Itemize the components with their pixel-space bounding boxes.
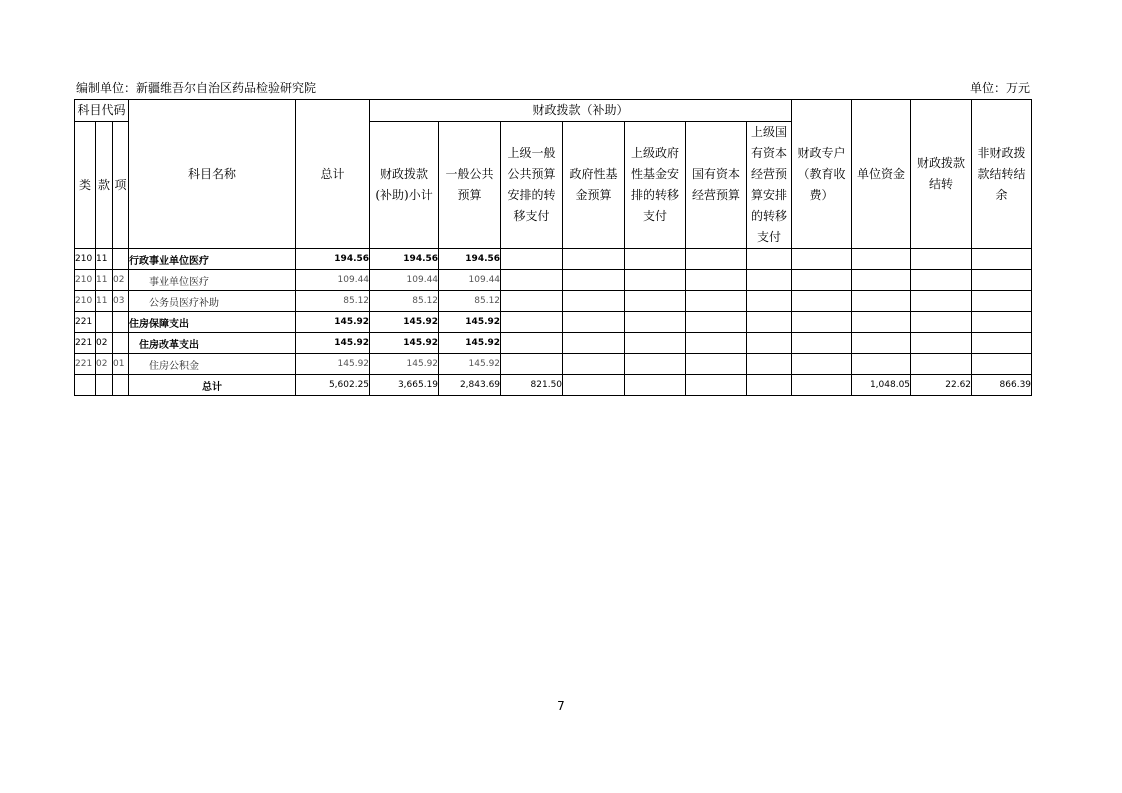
- upper-general-transfer-cell: [501, 249, 563, 270]
- xiang-cell: [113, 249, 129, 270]
- total-label: 总计: [129, 375, 296, 396]
- upper-gov-fund-transfer-cell: [625, 249, 686, 270]
- gov-fund-cell: [563, 333, 625, 354]
- header-general-public: 一般公共预算: [439, 122, 501, 249]
- lei-cell: 210: [75, 291, 96, 312]
- header-fiscal-special: 财政专户（教育收费）: [792, 100, 852, 249]
- upper-gov-fund-transfer-cell: [625, 291, 686, 312]
- xiang-cell: [113, 333, 129, 354]
- gov-fund-cell: [563, 291, 625, 312]
- unit-funds-cell: [852, 249, 911, 270]
- state-capital-cell: [686, 375, 747, 396]
- unit-funds-cell: [852, 312, 911, 333]
- subject-name-cell: 行政事业单位医疗: [129, 249, 296, 270]
- subject-name-cell: 住房改革支出: [129, 333, 296, 354]
- fiscal-special-cell: [792, 270, 852, 291]
- fiscal-special-cell: [792, 249, 852, 270]
- xiang-cell: 02: [113, 270, 129, 291]
- subject-name-cell: 住房保障支出: [129, 312, 296, 333]
- header-upper-gov-fund-transfer: 上级政府性基金安排的转移支付: [625, 122, 686, 249]
- total-cell: 5,602.25: [296, 375, 370, 396]
- xiang-cell: 01: [113, 354, 129, 375]
- state-capital-cell: [686, 270, 747, 291]
- total-cell: 145.92: [296, 312, 370, 333]
- lei-cell: 221: [75, 312, 96, 333]
- gov-fund-cell: [563, 375, 625, 396]
- table-row: [75, 270, 1032, 291]
- lei-cell: 210: [75, 270, 96, 291]
- upper-gov-fund-transfer-cell: [625, 375, 686, 396]
- subject-name-cell: 事业单位医疗: [129, 270, 296, 291]
- upper-state-capital-transfer-cell: [747, 249, 792, 270]
- kuan-cell: 02: [96, 354, 113, 375]
- upper-gov-fund-transfer-cell: [625, 333, 686, 354]
- header-xiang: 项: [113, 122, 129, 249]
- unit-funds-cell: [852, 291, 911, 312]
- fiscal-carryover-cell: [911, 354, 972, 375]
- fiscal-special-cell: [792, 291, 852, 312]
- gov-fund-cell: [563, 249, 625, 270]
- general-public-cell: 85.12: [439, 291, 501, 312]
- budget-table: [74, 99, 1032, 396]
- organization-label: 编制单位：新疆维吾尔自治区药品检验研究院: [76, 81, 317, 95]
- fiscal-subtotal-cell: 145.92: [370, 354, 439, 375]
- header-total: 总计: [296, 100, 370, 249]
- table-row: [75, 333, 1032, 354]
- fiscal-carryover-cell: [911, 249, 972, 270]
- nonfiscal-carryover-cell: [972, 354, 1032, 375]
- header-fiscal-group: 财政拨款（补助）: [370, 100, 792, 122]
- upper-state-capital-transfer-cell: [747, 312, 792, 333]
- unit-funds-cell: [852, 270, 911, 291]
- total-cell: 145.92: [296, 333, 370, 354]
- xiang-cell: 03: [113, 291, 129, 312]
- fiscal-carryover-cell: [911, 291, 972, 312]
- header-lei: 类: [75, 122, 96, 249]
- upper-general-transfer-cell: [501, 270, 563, 291]
- header-subject-name: 科目名称: [129, 100, 296, 249]
- fiscal-subtotal-cell: 194.56: [370, 249, 439, 270]
- general-public-cell: 109.44: [439, 270, 501, 291]
- nonfiscal-carryover-cell: [972, 312, 1032, 333]
- unit-label: 单位：万元: [969, 81, 1030, 95]
- general-public-cell: 145.92: [439, 312, 501, 333]
- state-capital-cell: [686, 291, 747, 312]
- unit-funds-cell: [852, 333, 911, 354]
- upper-gov-fund-transfer-cell: [625, 312, 686, 333]
- fiscal-special-cell: [792, 354, 852, 375]
- fiscal-carryover-cell: 22.62: [911, 375, 972, 396]
- kuan-cell: 11: [96, 270, 113, 291]
- fiscal-carryover-cell: [911, 270, 972, 291]
- header-fiscal-subtotal: 财政拨款(补助)小计: [370, 122, 439, 249]
- nonfiscal-carryover-cell: [972, 291, 1032, 312]
- state-capital-cell: [686, 354, 747, 375]
- nonfiscal-carryover-cell: [972, 270, 1032, 291]
- total-cell: 85.12: [296, 291, 370, 312]
- header-upper-state-capital-transfer: 上级国有资本经营预算安排的转移支付: [747, 122, 792, 249]
- header-nonfiscal-carryover: 非财政拨款结转结余: [972, 100, 1032, 249]
- upper-state-capital-transfer-cell: [747, 354, 792, 375]
- nonfiscal-carryover-cell: [972, 249, 1032, 270]
- upper-gov-fund-transfer-cell: [625, 354, 686, 375]
- state-capital-cell: [686, 249, 747, 270]
- header-gov-fund: 政府性基金预算: [563, 122, 625, 249]
- table-header: [75, 100, 1032, 249]
- unit-funds-cell: [852, 354, 911, 375]
- header-subject-code: 科目代码: [75, 100, 129, 122]
- fiscal-carryover-cell: [911, 333, 972, 354]
- kuan-cell: 11: [96, 249, 113, 270]
- header-unit-funds: 单位资金: [852, 100, 911, 249]
- fiscal-special-cell: [792, 312, 852, 333]
- page-number: 7: [557, 699, 565, 713]
- general-public-cell: 145.92: [439, 333, 501, 354]
- lei-cell: 221: [75, 354, 96, 375]
- lei-cell: 210: [75, 249, 96, 270]
- fiscal-subtotal-cell: 3,665.19: [370, 375, 439, 396]
- upper-state-capital-transfer-cell: [747, 291, 792, 312]
- state-capital-cell: [686, 333, 747, 354]
- fiscal-subtotal-cell: 145.92: [370, 312, 439, 333]
- fiscal-special-cell: [792, 375, 852, 396]
- nonfiscal-carryover-cell: [972, 333, 1032, 354]
- gov-fund-cell: [563, 312, 625, 333]
- state-capital-cell: [686, 312, 747, 333]
- total-cell: 194.56: [296, 249, 370, 270]
- header-kuan: 款: [96, 122, 113, 249]
- nonfiscal-carryover-cell: 866.39: [972, 375, 1032, 396]
- kuan-cell: 11: [96, 291, 113, 312]
- header-fiscal-carryover: 财政拨款结转: [911, 100, 972, 249]
- fiscal-subtotal-cell: 145.92: [370, 333, 439, 354]
- gov-fund-cell: [563, 270, 625, 291]
- header-upper-general-transfer: 上级一般公共预算安排的转移支付: [501, 122, 563, 249]
- upper-general-transfer-cell: 821.50: [501, 375, 563, 396]
- upper-general-transfer-cell: [501, 333, 563, 354]
- general-public-cell: 145.92: [439, 354, 501, 375]
- lei-cell: 221: [75, 333, 96, 354]
- table-row: [75, 354, 1032, 375]
- upper-state-capital-transfer-cell: [747, 375, 792, 396]
- table-row: [75, 312, 1032, 333]
- general-public-cell: 194.56: [439, 249, 501, 270]
- upper-state-capital-transfer-cell: [747, 333, 792, 354]
- table-body: [75, 249, 1032, 396]
- header-state-capital: 国有资本经营预算: [686, 122, 747, 249]
- fiscal-special-cell: [792, 333, 852, 354]
- subject-name-cell: 住房公积金: [129, 354, 296, 375]
- subject-name-cell: 公务员医疗补助: [129, 291, 296, 312]
- kuan-cell: 02: [96, 333, 113, 354]
- table-row: [75, 249, 1032, 270]
- total-cell: 145.92: [296, 354, 370, 375]
- total-cell: 109.44: [296, 270, 370, 291]
- xiang-cell: [113, 312, 129, 333]
- general-public-cell: 2,843.69: [439, 375, 501, 396]
- fiscal-subtotal-cell: 109.44: [370, 270, 439, 291]
- table-row: [75, 291, 1032, 312]
- fiscal-carryover-cell: [911, 312, 972, 333]
- upper-general-transfer-cell: [501, 312, 563, 333]
- upper-gov-fund-transfer-cell: [625, 270, 686, 291]
- upper-general-transfer-cell: [501, 291, 563, 312]
- upper-general-transfer-cell: [501, 354, 563, 375]
- unit-funds-cell: 1,048.05: [852, 375, 911, 396]
- upper-state-capital-transfer-cell: [747, 270, 792, 291]
- kuan-cell: [96, 312, 113, 333]
- total-row: [75, 375, 1032, 396]
- fiscal-subtotal-cell: 85.12: [370, 291, 439, 312]
- gov-fund-cell: [563, 354, 625, 375]
